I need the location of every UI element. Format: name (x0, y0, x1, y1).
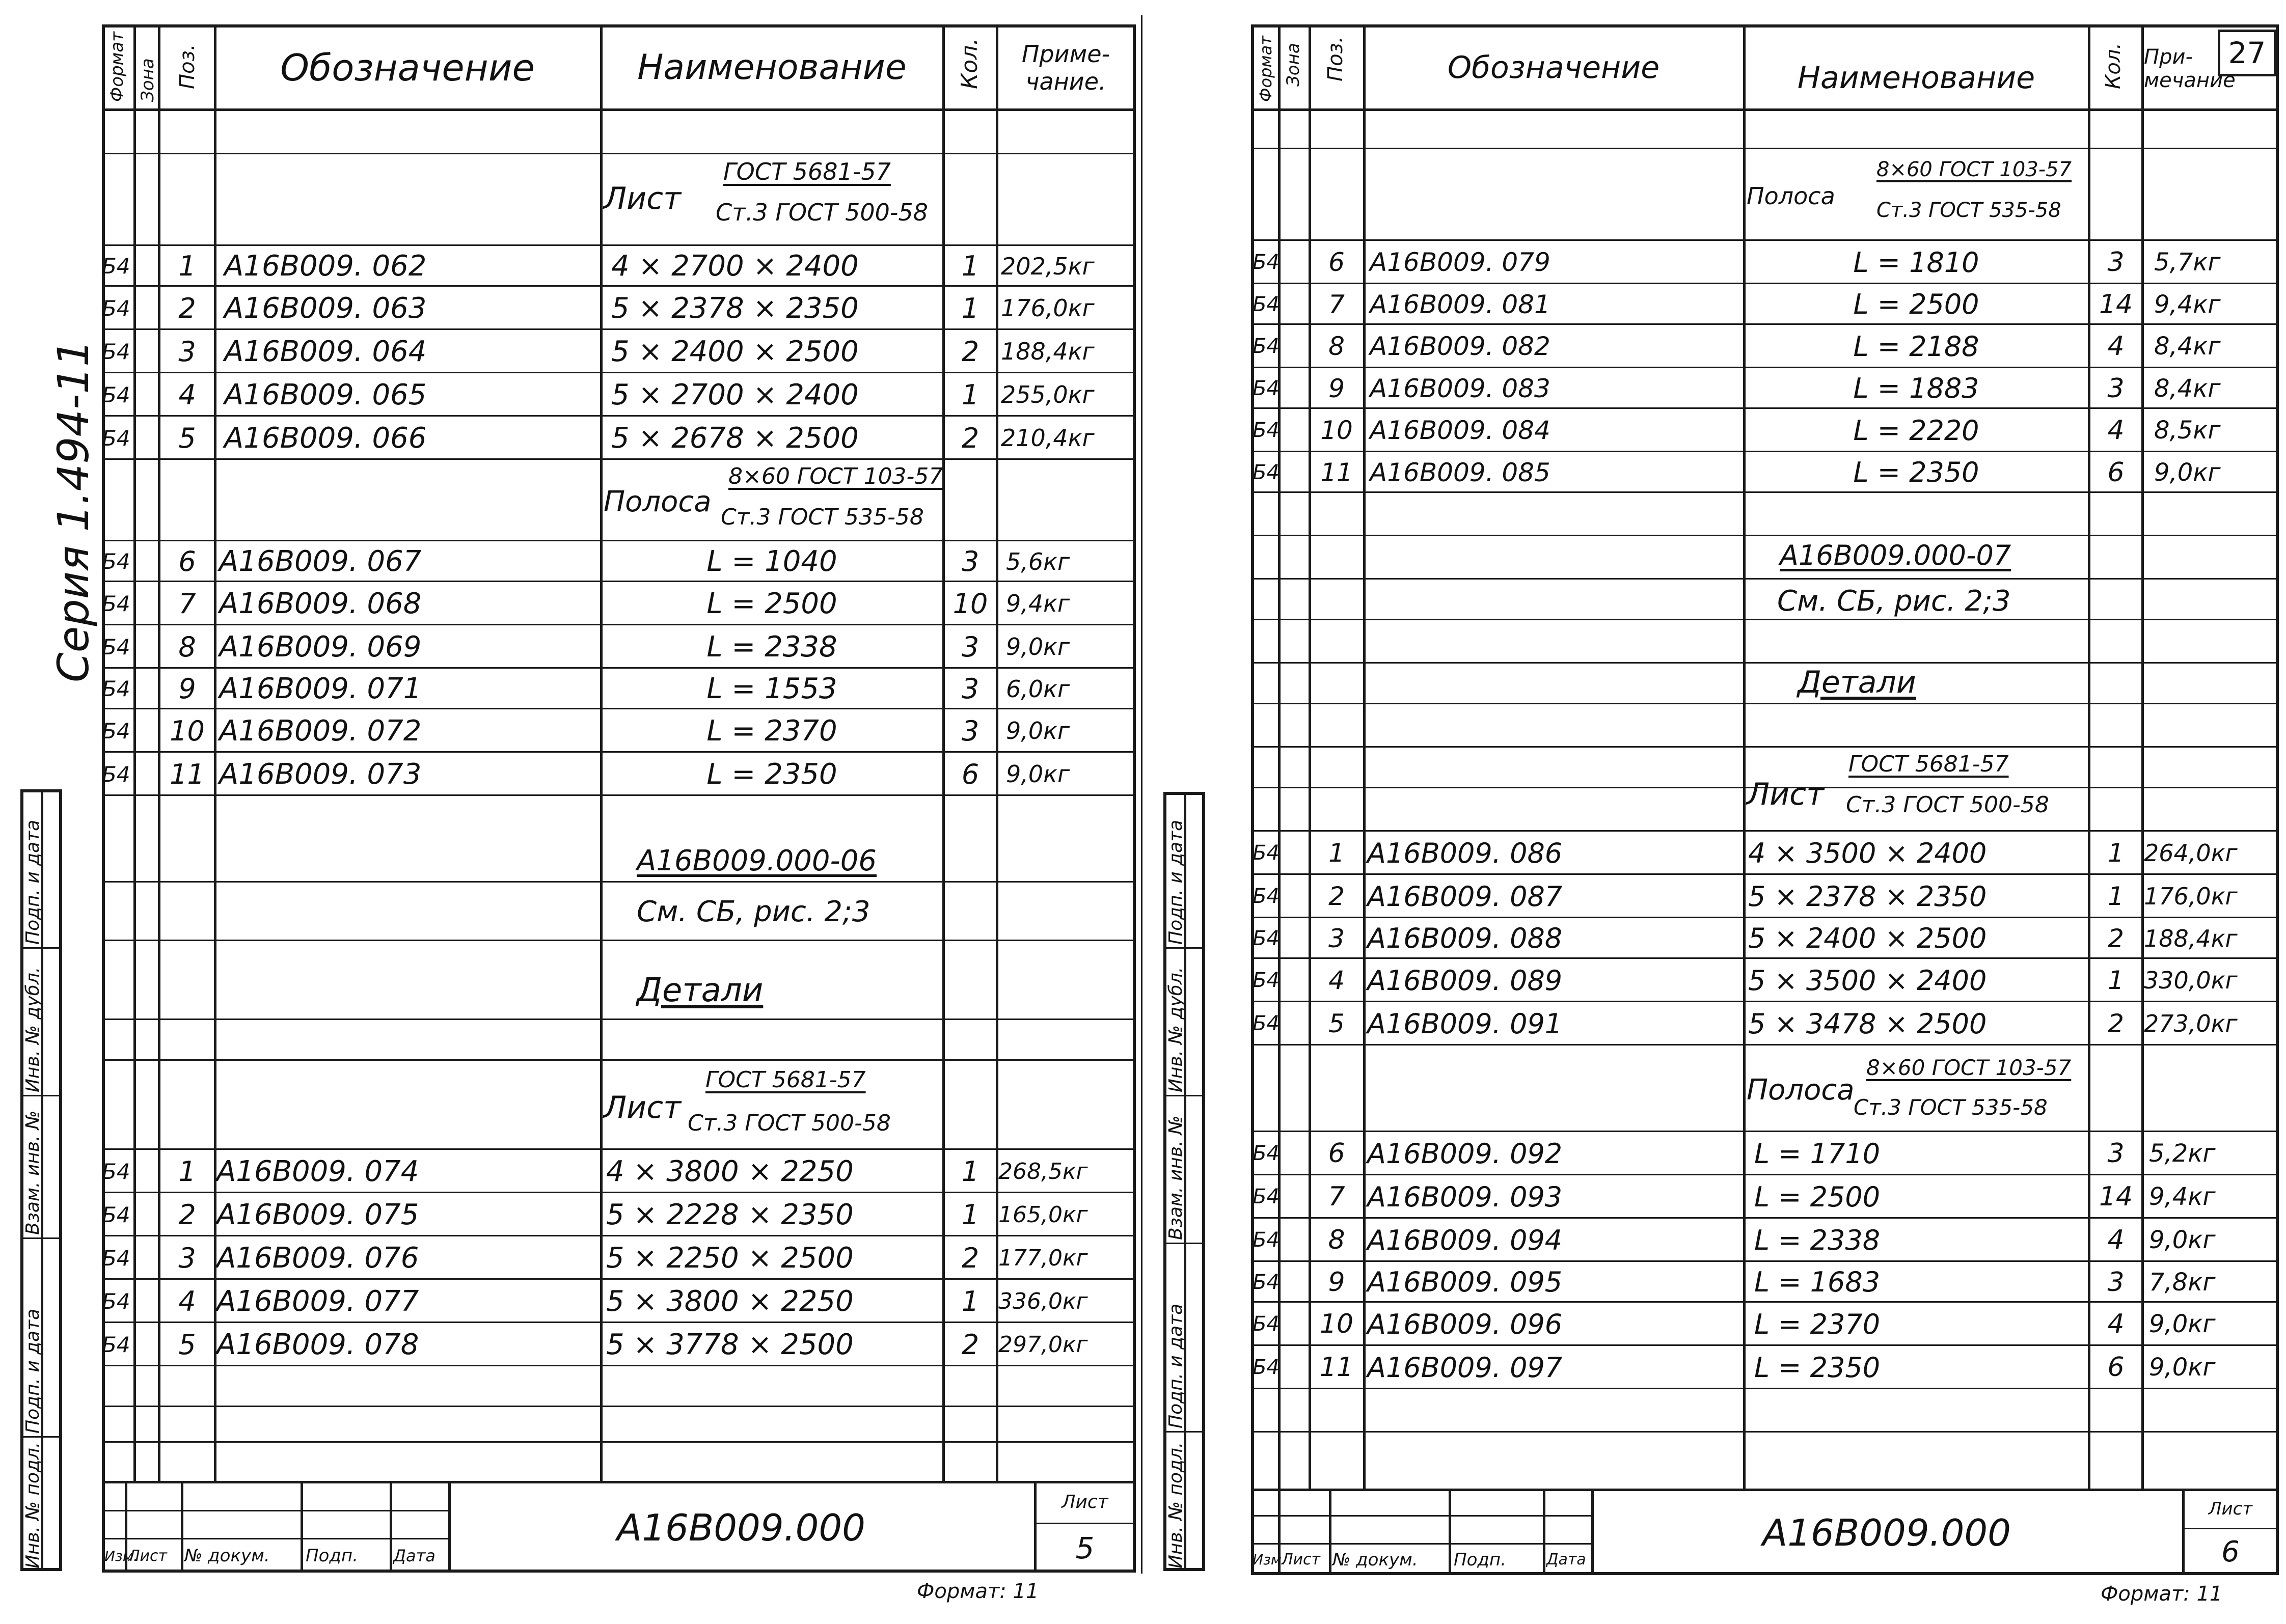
tb-sheet-number: 5 (1075, 1531, 1095, 1565)
assembly-ref: См. СБ, рис. 2;3 (637, 895, 870, 928)
tb-sheet-label: Лист (1062, 1492, 1108, 1512)
group-standard: 8×60 ГОСТ 103-57 (728, 463, 943, 489)
group-standard: ГОСТ 5681-57 (705, 1067, 866, 1093)
details-heading: Детали (1798, 665, 1916, 700)
tb-sheet-number: 6 (2221, 1535, 2240, 1568)
format-note: Формат: 11 (2101, 1582, 2223, 1606)
col-name-header: Наименование (637, 47, 907, 88)
side-label: Взам. инв. № (1165, 1115, 1186, 1240)
side-label: Подп. и дата (22, 819, 43, 945)
group-standard: ГОСТ 5681-57 (1848, 751, 2009, 777)
tb-izm-label: Изм. (104, 1547, 138, 1564)
group-material: Ст.3 ГОСТ 535-58 (1854, 1095, 2048, 1120)
page-number: 27 (2218, 30, 2276, 76)
tb-date-label: Дата (393, 1546, 436, 1565)
tb-list-label: Лист (128, 1547, 168, 1565)
group-material: Ст.3 ГОСТ 535-58 (1876, 199, 2061, 222)
side-label: Подп. и дата (1165, 819, 1186, 945)
col-note-header: При- мечание (2144, 45, 2236, 92)
col-zone-header: Зона (1283, 43, 1303, 87)
tb-sign-label: Подп. (1454, 1549, 1506, 1570)
tb-doc-label: № докум. (184, 1546, 270, 1566)
tb-date-label: Дата (1546, 1551, 1586, 1568)
assembly-ref: См. СБ, рис. 2;3 (1777, 584, 2011, 618)
tb-doc-label: № докум. (1332, 1549, 1418, 1570)
col-format-header: Формат (107, 32, 127, 102)
format-note: Формат: 11 (917, 1580, 1039, 1603)
side-label: Инв. № подл. (22, 1442, 43, 1568)
col-designation-header: Обозначение (1447, 49, 1660, 86)
assembly-code: А16В009.000-06 (637, 844, 877, 877)
col-designation-header: Обозначение (280, 46, 535, 89)
group-label: Полоса (1747, 182, 1835, 210)
col-pos-header: Поз. (176, 44, 199, 89)
group-standard: 8×60 ГОСТ 103-57 (1866, 1055, 2072, 1080)
side-label: Взам. инв. № (22, 1110, 43, 1235)
side-label: Подп. и дата (1165, 1303, 1186, 1428)
group-material: Ст.3 ГОСТ 500-58 (688, 1110, 891, 1136)
side-label: Инв. № дубл. (22, 967, 43, 1092)
group-standard: ГОСТ 5681-57 (723, 158, 891, 185)
col-format-header: Формат (1256, 36, 1275, 102)
group-label: Лист (1747, 777, 1825, 812)
group-material: Ст.3 ГОСТ 535-58 (721, 504, 924, 530)
series-label: Серия 1.494-11 (48, 339, 98, 682)
assembly-code: А16В009.000-07 (1780, 539, 2011, 571)
col-qty-header: Кол. (957, 38, 983, 89)
tb-list-label: Лист (1282, 1551, 1321, 1568)
col-zone-header: Зона (138, 58, 158, 102)
group-standard: 8×60 ГОСТ 103-57 (1876, 158, 2072, 181)
sheet-right: Подп. и дата Инв. № дубл. Взам. инв. № Подп. и дата Инв. № подл. 27 Формат Зона Поз. Обозначение Наименование Кол. При- мечание Полоса 8×60 ГОСТ 103-57 Ст.3 ГОСТ 535-58 Б4 6 А16В009. 079 L = 1810 3 5,7кг Б4 7 А16В009. 081 L = 2500 14 9,4кг Б4 8 А16В009. 082 L = 2188 4 8,4кг Б4 9 А16В009. 083 L = 1883 3 8,4кг Б4 10 А16В009. 084 L = 2220 4 8,5кг Б4 11 А16В009. 085 L = 2350 6 9,0кг А16В009.000-07 См. СБ, рис. 2;3 Детали Лист ГОСТ 5681-57 Ст.3 ГОСТ 500-58 Б4 1 А16В009. 086 4 × 3500 × 2400 1 264,0кг Б4 2 А16В009. 087 5 × 2378 × 2350 1 176,0кг Б4 3 А16В009. 088 5 × 2400 × 2500 2 188,4кг Б4 4 А16В009. 089 5 × 3500 × 2400 1 330,0кг Б4 5 А16В009. 091 5 × 3478 × 2500 2 273,0кг Полоса 8×60 ГОСТ 103-57 Ст.3 ГОСТ 535-58 Б4 6 А16В009. 092 L = 1710 3 5,2кг Б4 7 А16В009. 093 L = 2500 14 9,4кг Б4 8 А16В009. 094 L = 2338 4 9,0кг Б4 9 А16В009. 095 L = 1683 3 7,8кг Б4 10 А16В009. 096 L = 2370 4 9,0кг Б4 11 А16В009. 097 L = 2350 6 9,0кг Изм. Лист № докум. Подп. Дата А16В009.000 Лист 6 Формат: 11 (1143, 0, 2286, 1624)
tb-document-code: А16В009.000 (616, 1506, 865, 1549)
group-label: Полоса (1747, 1073, 1855, 1107)
col-qty-header: Кол. (2102, 42, 2125, 89)
sheet-left: Серия 1.494-11 Подп. и дата Инв. № дубл. Взам. инв. № Подп. и дата Инв. № подл. Формат Зона Поз. Обозначение Наименование Кол. Приме- чание. Лист ГОСТ 5681-57 Ст.3 ГОСТ 500-58 Б4 1 А16В009. 062 4 × 2700 × 2400 1 202,5кг Б4 2 А16В009. 063 5 × 2378 × 2350 1 176,0кг Б4 3 А16В009. 064 5 × 2400 × 2500 2 188,4кг Б4 4 А16В009. 065 5 × 2700 × 2400 1 255,0кг Б4 5 А16В009. 066 5 × 2678 × 2500 2 210,4кг Полоса 8×60 ГОСТ 103-57 Ст.3 ГОСТ 535-58 Б4 6 А16В009. 067 L = 1040 3 5,6кг Б4 7 А16В009. 068 L = 2500 10 9,4кг Б4 8 А16В009. 069 L = 2338 3 9,0кг Б4 9 А16В009. 071 L = 1553 3 6,0кг Б4 10 А16В009. 072 L = 2370 3 9,0кг Б4 11 А16В009. 073 L = 2350 6 9,0кг А16В009.000-06 См. СБ, рис. 2;3 Детали Лист ГОСТ 5681-57 Ст.3 ГОСТ 500-58 Б4 1 А16В009. 074 4 × 3800 × 2250 1 268,5кг Б4 2 А16В009. 075 5 × 2228 × 2350 1 165,0кг Б4 3 А16В009. 076 5 × 2250 × 2500 2 177,0кг Б4 4 А16В009. 077 5 × 3800 × 2250 1 336,0кг Б4 5 А16В009. 078 5 × 3778 × 2500 2 297,0кг Изм. Лист № докум. Подп. Дата А16В009.000 Лист 5 Формат: 11 (0, 0, 1143, 1624)
side-label: Инв. № подл. (1165, 1442, 1186, 1568)
group-label: Лист (604, 181, 682, 216)
tb-document-code: А16В009.000 (1762, 1511, 2011, 1554)
col-pos-header: Поз. (1324, 36, 1347, 81)
col-name-header: Наименование (1797, 60, 2035, 96)
side-label: Подп. и дата (22, 1308, 43, 1434)
group-label: Полоса (604, 485, 712, 518)
group-material: Ст.3 ГОСТ 500-58 (716, 199, 929, 226)
col-note-header: Приме- чание. (1021, 40, 1110, 95)
tb-sheet-label: Лист (2208, 1499, 2253, 1519)
tb-sign-label: Подп. (306, 1546, 358, 1566)
tb-izm-label: Изм. (1253, 1551, 1286, 1568)
group-material: Ст.3 ГОСТ 500-58 (1846, 792, 2049, 818)
details-heading: Детали (637, 972, 764, 1009)
group-label: Лист (604, 1090, 682, 1125)
side-label: Инв. № дубл. (1165, 967, 1186, 1092)
